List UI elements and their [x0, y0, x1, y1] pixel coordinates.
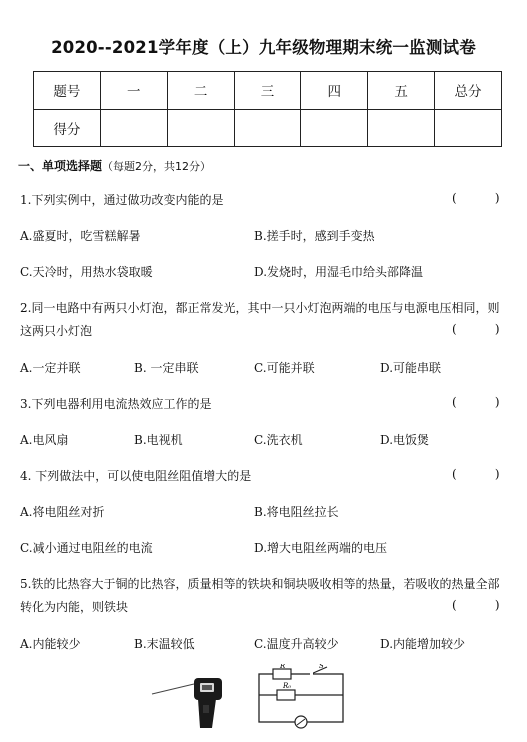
section-note: （每题2分，共12分） — [102, 160, 212, 173]
answer-paren: ( ) — [452, 395, 500, 409]
q4-option-c: C.减小通过电阻丝的电流 — [20, 541, 153, 555]
label-r0: R₀ — [283, 682, 292, 690]
q1-option-a: A.盛夏时，吃雪糕解暑 — [20, 229, 141, 243]
score-table-header-row — [34, 72, 502, 110]
score-header-cell: 总分 — [435, 72, 502, 110]
score-header-cell: 二 — [167, 72, 234, 110]
question-1-stem: 1.下列实例中，通过做功改变内能的是 — [20, 193, 224, 207]
question-2-stem-cont: 这两只小灯泡 — [20, 324, 93, 338]
q1-option-c: C.天冷时，用热水袋取暖 — [20, 265, 153, 279]
question-3-stem: 3.下列电器利用电流热效应工作的是 — [20, 397, 212, 411]
q2-option-a: A.一定并联 — [20, 361, 81, 375]
q1-option-b: B.搓手时，感到手变热 — [254, 229, 375, 243]
question-5-stem: 5.铁的比热容大于铜的比热容，质量相等的铁块和铜块吸收相等的热量，若吸收的热量全部 — [20, 577, 500, 591]
circuit-diagram — [255, 664, 347, 734]
score-cell — [100, 109, 167, 147]
score-header-cell: 五 — [368, 72, 435, 110]
q2-option-b: B. 一定串联 — [134, 361, 199, 375]
exam-title: 2020--2021学年度（上）九年级物理期末统一监测试卷 — [51, 38, 476, 57]
thermometer-gun-image — [150, 672, 230, 732]
score-cell — [368, 109, 435, 147]
q4-option-d: D.增大电阻丝两端的电压 — [254, 541, 388, 555]
score-table-score-row — [34, 109, 502, 147]
score-header-cell: 题号 — [34, 72, 101, 110]
score-header-cell: 一 — [100, 72, 167, 110]
answer-paren: ( ) — [452, 322, 500, 336]
q3-option-c: C.洗衣机 — [254, 433, 303, 447]
section-title: 一、单项选择题 — [18, 159, 103, 173]
q1-option-d: D.发烧时，用湿毛巾给头部降温 — [254, 265, 424, 279]
score-table — [33, 71, 502, 147]
q5-option-c: C.温度升高较少 — [254, 637, 339, 651]
section-heading — [18, 157, 211, 174]
score-header-cell: 三 — [234, 72, 301, 110]
score-header-cell: 四 — [301, 72, 368, 110]
q2-option-c: C.可能并联 — [254, 361, 315, 375]
q2-option-d: D.可能串联 — [380, 361, 442, 375]
question-4-stem: 4. 下列做法中，可以使电阻丝阻值增大的是 — [20, 469, 252, 483]
resistor-r-symbol — [273, 669, 291, 679]
score-cell — [435, 109, 502, 147]
score-cell — [301, 109, 368, 147]
answer-paren: ( ) — [452, 598, 500, 612]
q4-option-a: A.将电阻丝对折 — [20, 505, 105, 519]
question-5-stem-cont: 转化为内能，则铁块 — [20, 600, 129, 614]
q4-option-b: B.将电阻丝拉长 — [254, 505, 339, 519]
label-s: S — [319, 664, 324, 670]
q3-option-a: A.电风扇 — [20, 433, 69, 447]
q5-option-b: B.末温较低 — [134, 637, 195, 651]
question-2-stem: 2.同一电路中有两只小灯泡，都正常发光，其中一只小灯泡两端的电压与电源电压相同，则 — [20, 301, 500, 315]
score-row-label: 得分 — [34, 109, 101, 147]
score-cell — [234, 109, 301, 147]
q3-option-d: D.电饭煲 — [380, 433, 430, 447]
q3-option-b: B.电视机 — [134, 433, 183, 447]
answer-paren: ( ) — [452, 191, 500, 205]
q5-option-d: D.内能增加较少 — [380, 637, 466, 651]
answer-paren: ( ) — [452, 467, 500, 481]
label-r: R — [280, 664, 286, 670]
q5-option-a: A.内能较少 — [20, 637, 81, 651]
resistor-r0-symbol — [277, 690, 295, 700]
score-cell — [167, 109, 234, 147]
